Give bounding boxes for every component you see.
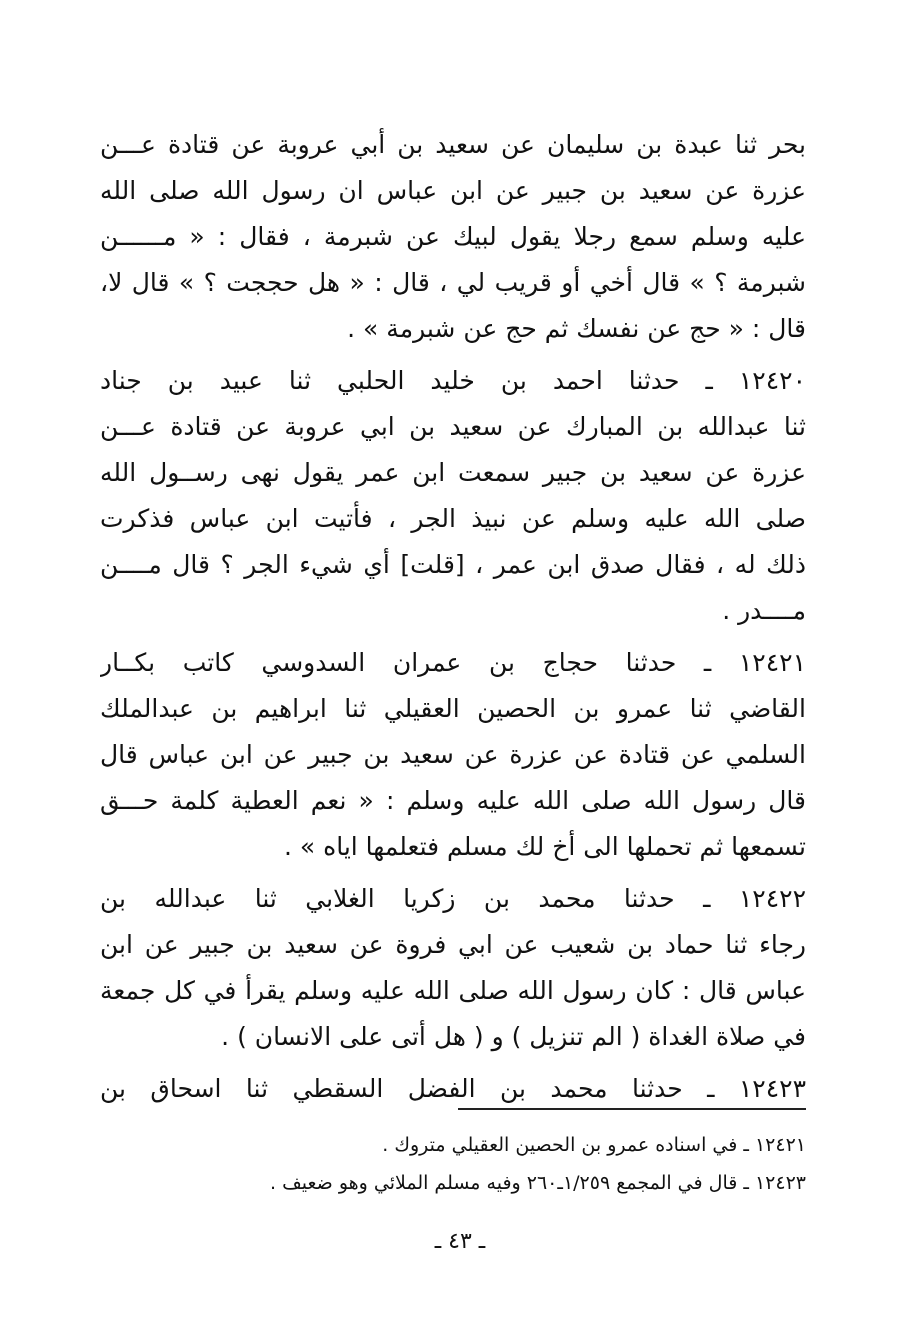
- footnotes: [100, 1126, 806, 1202]
- page-number: ـ ٤٣ ـ: [434, 1229, 486, 1254]
- text-line: ١٢٤٢٣ ـ حدثنا محمد بن الفضل السقطي ثنا اسحاق بن: [100, 1074, 806, 1103]
- text-line: صلى الله عليه وسلم عن نبيذ الجر ، فأتيت ابن عباس فذكرت: [100, 504, 806, 533]
- text-line: عليه وسلم سمع رجلا يقول لبيك عن شبرمة ، فقال : « مــــــن: [100, 222, 806, 251]
- text-line: في صلاة الغداة ( الم تنزيل ) و ( هل أتى على الانسان ) .: [221, 1022, 806, 1051]
- main-text: [100, 122, 806, 1118]
- hadith-paragraph: [100, 122, 806, 352]
- footnote-divider: [458, 1108, 806, 1110]
- text-line: قال : « حج عن نفسك ثم حج عن شبرمة » .: [347, 314, 806, 343]
- text-line: بحر ثنا عبدة بن سليمان عن سعيد بن أبي عروبة عن قتادة عـــن: [100, 130, 806, 159]
- text-line: ١٢٤٢٢ ـ حدثنا محمد بن زكريا الغلابي ثنا عبدالله بن: [100, 884, 806, 913]
- hadith-paragraph: [100, 358, 806, 634]
- text-line: تسمعها ثم تحملها الى أخ لك مسلم فتعلمها اياه » .: [283, 832, 806, 861]
- text-line: السلمي عن قتادة عن عزرة عن سعيد بن جبير عن ابن عباس قال: [100, 740, 806, 769]
- hadith-paragraph: [100, 1066, 806, 1112]
- text-line: ١٢٤٢١ ـ حدثنا حجاج بن عمران السدوسي كاتب بكــار: [100, 648, 806, 677]
- text-line: قال رسول الله صلى الله عليه وسلم : « نعم العطية كلمة حـــق: [100, 786, 806, 815]
- text-line: عباس قال : كان رسول الله صلى الله عليه وسلم يقرأ في كل جمعة: [100, 976, 806, 1005]
- footnote: ١٢٤٢١ ـ في اسناده عمرو بن الحصين العقيلي متروك .: [382, 1134, 806, 1156]
- text-line: رجاء ثنا حماد بن شعيب عن ابي فروة عن سعيد بن جبير عن ابن: [100, 930, 806, 959]
- text-line: عزرة عن سعيد بن جبير عن ابن عباس ان رسول الله صلى الله: [100, 176, 806, 205]
- text-line: ١٢٤٢٠ ـ حدثنا احمد بن خليد الحلبي ثنا عبيد بن جناد: [100, 366, 806, 395]
- text-line: القاضي ثنا عمرو بن الحصين العقيلي ثنا ابراهيم بن عبدالملك: [100, 694, 806, 723]
- text-line: ذلك له ، فقال صدق ابن عمر ، [قلت] أي شيء الجر ؟ قال مــــن: [100, 550, 806, 579]
- text-line: ثنا عبدالله بن المبارك عن سعيد بن ابي عروبة عن قتادة عـــن: [100, 412, 806, 441]
- hadith-paragraph: [100, 876, 806, 1060]
- text-line: شبرمة ؟ » قال أخي أو قريب لي ، قال : « هل حججت ؟ » قال لا،: [100, 268, 806, 297]
- hadith-paragraph: [100, 640, 806, 870]
- text-line: مــــدر .: [722, 596, 806, 625]
- text-line: عزرة عن سعيد بن جبير سمعت ابن عمر يقول نهى رســول الله: [100, 458, 806, 487]
- footnote: ١٢٤٢٣ ـ قال في المجمع ١/٢٥٩ـ٢٦٠ وفيه مسلم الملائي وهو ضعيف .: [270, 1172, 806, 1194]
